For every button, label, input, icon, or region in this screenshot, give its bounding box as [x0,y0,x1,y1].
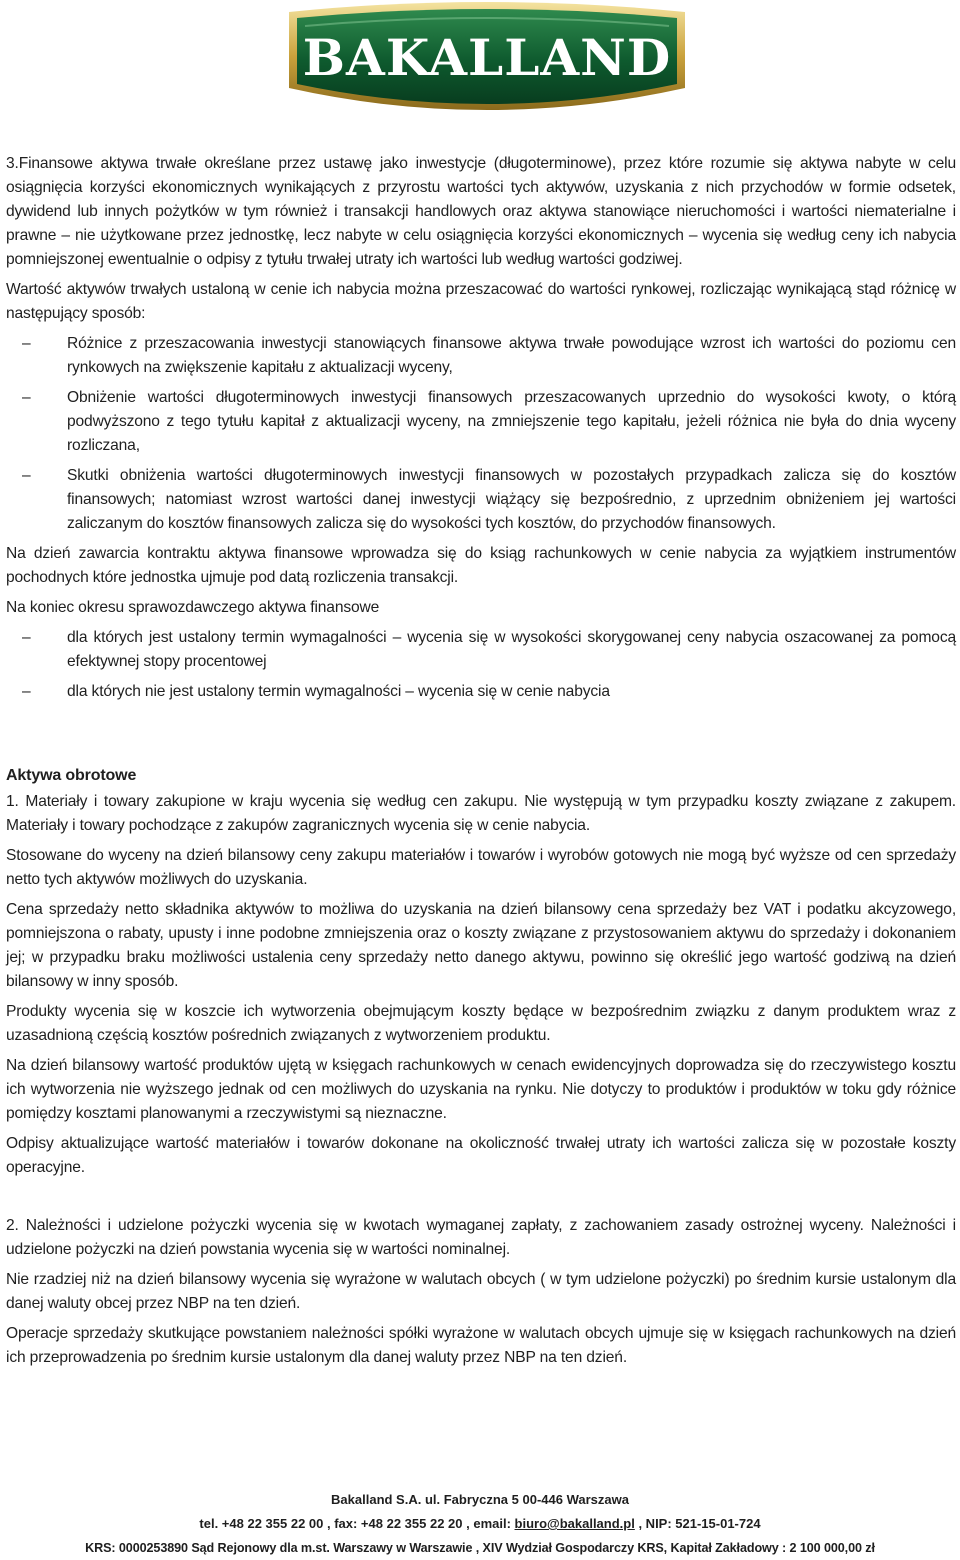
dash-bullet: – [22,629,31,646]
footer-registration: KRS: 0000253890 Sąd Rejonowy dla m.st. Warszawy w Warszawie , XIV Wydział Gospodarczy KRS, Kapitał Zakładowy : 2 100 000,00 zł [85,1541,875,1555]
paragraph: Produkty wycenia się w koszcie ich wytworzenia obejmującym koszty będące w bezpośrednim związku z danym produktem wraz z uzasadnioną częścią kosztów pośrednich związanych z wytworzeniem produktu. [6,1003,956,1044]
paragraph: Odpisy aktualizujące wartość materiałów i towarów dokonane na okoliczność trwałej utraty ich wartości zalicza się w pozostałe koszty operacyjne. [6,1135,956,1176]
dash-bullet: – [22,467,31,484]
bullet-list [6,332,956,536]
list-item [6,464,956,536]
bullet-list [6,626,956,704]
list-item [6,680,956,704]
list-item-text: Skutki obniżenia wartości długoterminowych inwestycji finansowych w pozostałych przypadkach zalicza się do kosztów finansowych; natomiast wzrost wartości danej inwestycji wiążący się bezpośrednio, z uprzednim obniżeniem jej wartości zaliczanym do kosztów finansowych zalicza się do wysokości tych kosztów, do przychodów finansowych. [67,467,956,532]
list-item [6,332,956,380]
spacer [6,1186,956,1214]
list-item [6,386,956,458]
logo-text: BAKALLAND [302,28,672,87]
paragraph: Wartość aktywów trwałych ustaloną w cenie ich nabycia można przeszacować do wartości rynkowej, rozliczając wynikającą stąd różnicę w następujący sposób: [6,281,956,322]
footer-contact [0,1512,960,1536]
dash-bullet: – [22,683,31,700]
footer-nip: , NIP: 521-15-01-724 [634,1516,761,1531]
section-heading: Aktywa obrotowe [6,767,137,784]
paragraph: Nie rzadziej niż na dzień bilansowy wycenia się wyrażone w walutach obcych ( w tym udzielone pożyczki) po średnim kursie ustalonym dla danej waluty obcej przez NBP na ten dzień. [6,1271,956,1312]
paragraph: Cena sprzedaży netto składnika aktywów to możliwa do uzyskania na dzień bilansowy cena sprzedaży bez VAT i podatku akcyzowego, pomniejszona o rabaty, upusty i inne podobne zmniejszenia oraz o koszty związane z przystosowaniem aktywu do sprzedaży i dokonaniem jej; w przypadku braku możliwości ustalenia ceny sprzedaży netto danego aktywu, powinno się określić jego wartość godziwą na dzień bilansowy w inny sposób. [6,901,956,990]
email-link[interactable]: biuro@bakalland.pl [514,1516,635,1531]
list-item-text: dla których jest ustalony termin wymagalności – wycenia się w wysokości skorygowanej ceny nabycia oszacowanej za pomocą efektywnej stopy procentowej [67,629,956,670]
bakalland-logo [285,0,689,125]
footer-phone-fax: tel. +48 22 355 22 00 , fax: +48 22 355 22 20 , email: [199,1516,515,1531]
list-item-text: Obniżenie wartości długoterminowych inwestycji finansowych przeszacowanych uprzednio do wysokości kwoty, o którą podwyższono z tego tytułu kapitał z aktualizacji wyceny, na zmniejszenie tego kapitału, jeżeli różnica nie była do dnia wyceny rozliczana, [67,389,956,454]
footer-address: Bakalland S.A. ul. Fabryczna 5 00-446 Warszawa [331,1492,629,1507]
dash-bullet: – [22,335,31,352]
list-item [6,626,956,674]
document-body [6,152,956,1376]
paragraph: 3.Finansowe aktywa trwałe określane przez ustawę jako inwestycje (długoterminowe), przez które rozumie się aktywa nabyte w celu osiągnięcia korzyści ekonomicznych wynikających z przyrostu wartości tych aktywów, uzyskania z nich przychodów w formie odsetek, dywidend lub innych pożytków w tym również i transakcji handlowych oraz aktywa stanowiące nieruchomości i wartości niematerialne i prawne – nie użytkowane przez jednostkę, lecz nabyte w celu osiągnięcia korzyści ekonomicznych – wycenia się według ceny ich nabycia pomniejszonej ewentualnie o odpisy z tytułu trwałej utraty ich wartości lub według wartości godziwej. [6,155,956,268]
paragraph: Na dzień bilansowy wartość produktów ujętą w księgach rachunkowych w cenach ewidencyjnych doprowadza się do rzeczywistego kosztu ich wytworzenia nie wyższego jednak od cen możliwych do uzyskania na rynku. Nie dotyczy to produktów i produktów w toku gdy różnice pomiędzy kosztami planowanymi a rzeczywistymi są nieznaczne. [6,1057,956,1122]
list-item-text: Różnice z przeszacowania inwestycji stanowiących finansowe aktywa trwałe powodujące wzrost ich wartości do poziomu cen rynkowych na zwiększenie kapitału z aktualizacji wyceny, [67,335,956,376]
list-item-text: dla których nie jest ustalony termin wymagalności – wycenia się w cenie nabycia [67,683,610,700]
dash-bullet: – [22,389,31,406]
paragraph: Stosowane do wyceny na dzień bilansowy ceny zakupu materiałów i towarów i wyrobów gotowych nie mogą być wyższe od cen sprzedaży netto tych aktywów możliwych do uzyskania. [6,847,956,888]
paragraph: 1. Materiały i towary zakupione w kraju wycenia się według cen zakupu. Nie występują w tym przypadku koszty związane z zakupem. Materiały i towary pochodzące z zakupów zagranicznych wycenia się w cenie nabycia. [6,793,956,834]
company-footer [0,1488,960,1560]
paragraph: Na dzień zawarcia kontraktu aktywa finansowe wprowadza się do ksiąg rachunkowych w cenie nabycia za wyjątkiem instrumentów pochodnych które jednostka ujmuje pod datą rozliczenia transakcji. [6,545,956,586]
paragraph: Na koniec okresu sprawozdawczego aktywa finansowe [6,599,380,616]
paragraph: 2. Należności i udzielone pożyczki wycenia się w kwotach wymaganej zapłaty, z zachowaniem zasady ostrożnej wyceny. Należności i udzielone pożyczki na dzień powstania wycenia się w wartości nominalnej. [6,1217,956,1258]
paragraph: Operacje sprzedaży skutkujące powstaniem należności spółki wyrażone w walutach obcych ujmuje się w księgach rachunkowych na dzień ich przeprowadzenia po średnim kursie ustalonym dla danej waluty przez NBP na ten dzień. [6,1325,956,1366]
